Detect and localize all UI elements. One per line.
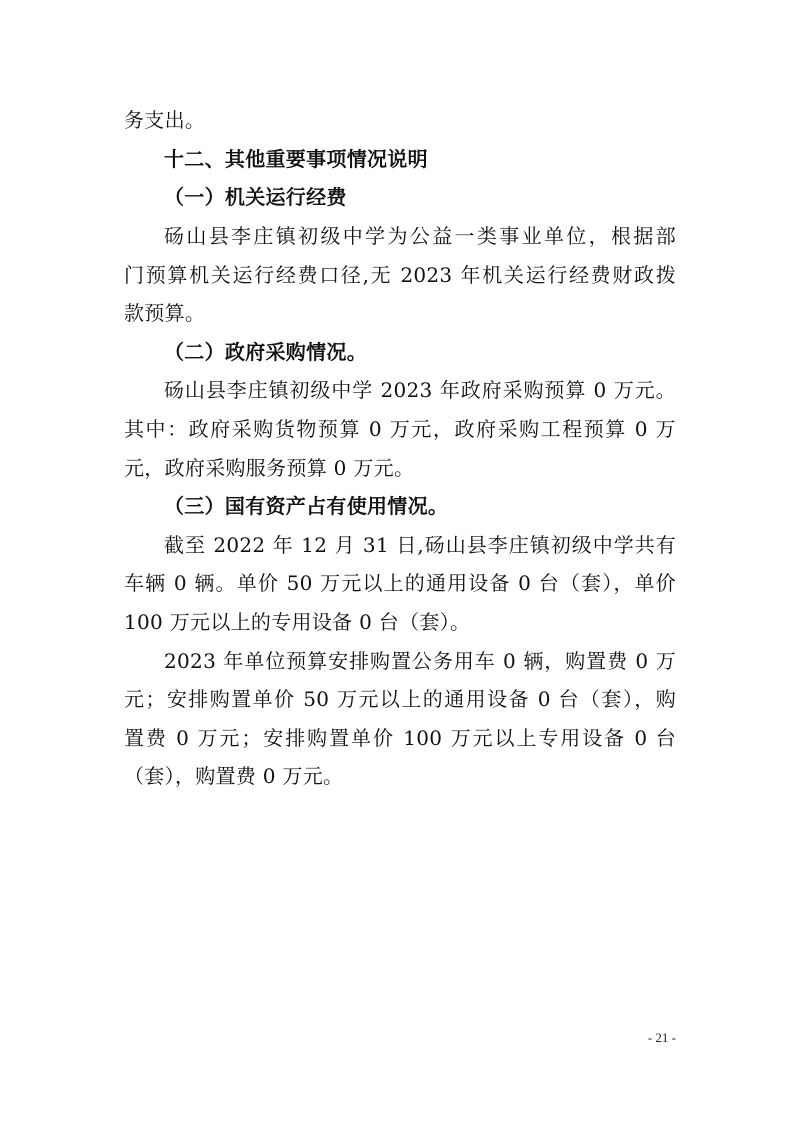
subsection-heading: （一）机关运行经费 [164, 185, 347, 209]
text-line: 2023 年单位预算安排购置公务用车 0 辆，购置费 0 万 [164, 649, 676, 673]
text-line: 款预算。 [124, 301, 206, 325]
text-line: 门预算机关运行经费口径,无 2023 年机关运行经费财政拨 [124, 263, 676, 287]
text-line: 车辆 0 辆。单价 50 万元以上的通用设备 0 台（套），单价 [124, 571, 676, 595]
text-line: 截至 2022 年 12 月 31 日,砀山县李庄镇初级中学共有 [164, 533, 676, 557]
section-heading: 十二、其他重要事项情况说明 [164, 147, 428, 171]
text-line: 务支出。 [124, 108, 206, 132]
subsection-heading: （二）政府采购情况。 [164, 340, 367, 364]
text-line: 置费 0 万元；安排购置单价 100 万元以上专用设备 0 台 [124, 726, 676, 750]
text-line: 100 万元以上的专用设备 0 台（套）。 [124, 610, 471, 634]
text-line: 元；安排购置单价 50 万元以上的通用设备 0 台（套），购 [124, 687, 676, 711]
text-line: 砀山县李庄镇初级中学 2023 年政府采购预算 0 万元。 [164, 378, 676, 402]
subsection-heading: （三）国有资产占有使用情况。 [164, 494, 449, 518]
text-line: 元，政府采购服务预算 0 万元。 [124, 456, 415, 480]
text-line: 砀山县李庄镇初级中学为公益一类事业单位，根据部 [164, 224, 676, 248]
page-number: - 21 - [647, 1030, 676, 1045]
text-line: 其中：政府采购货物预算 0 万元，政府采购工程预算 0 万 [124, 417, 676, 441]
text-line: （套），购置费 0 万元。 [124, 764, 344, 788]
